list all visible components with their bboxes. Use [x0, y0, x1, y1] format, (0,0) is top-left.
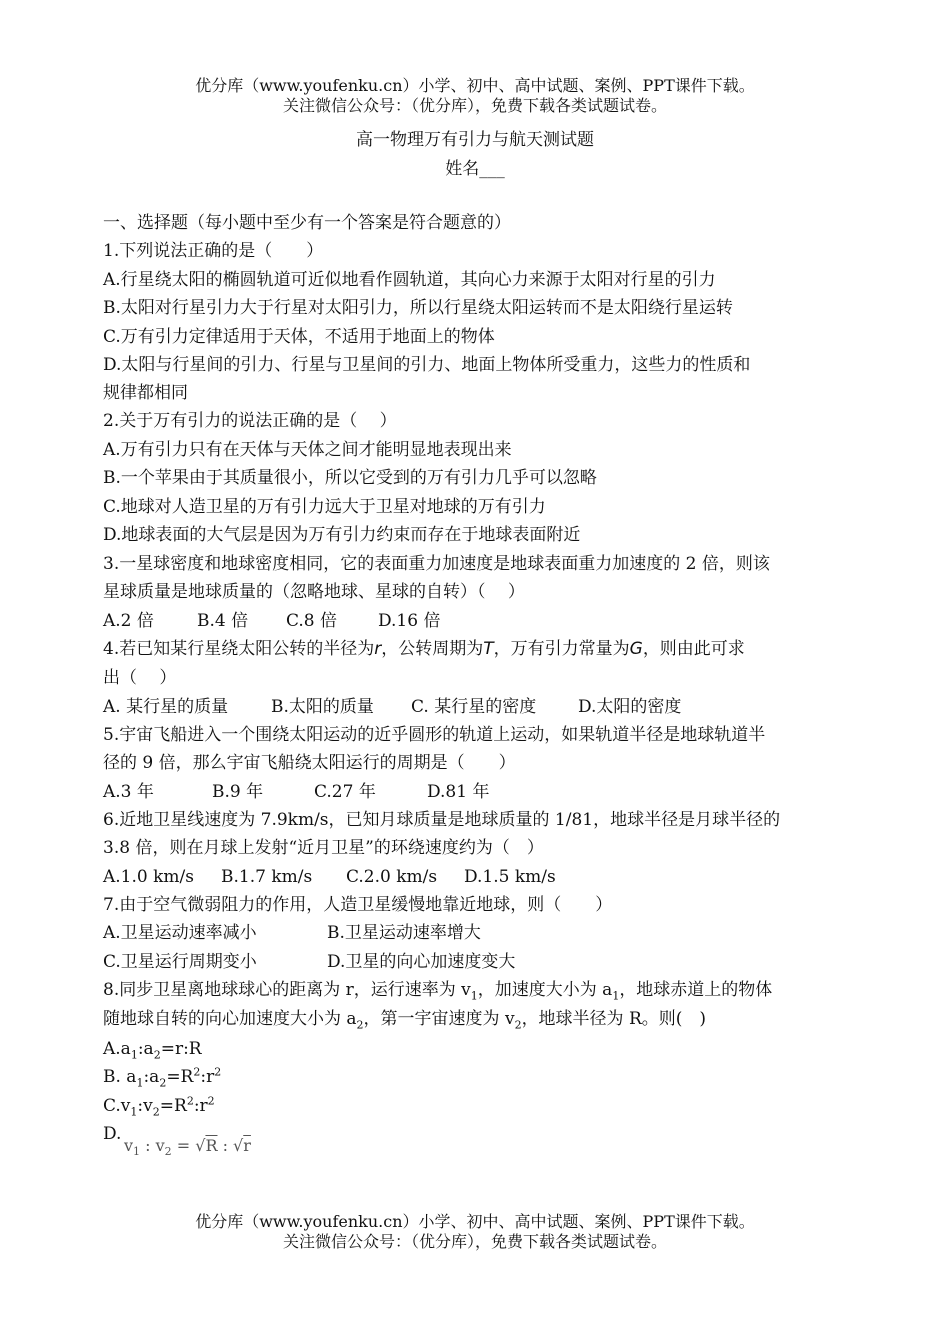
formula-sub: 2 — [164, 1145, 172, 1159]
q6-stem-line2: 3.8 倍，则在月球上发射“近月卫星”的环绕速度约为（ ） — [103, 838, 544, 858]
q2-stem: 2.关于万有引力的说法正确的是（ ） — [103, 411, 397, 431]
q4-stem-part1: 4.若已知某行星绕太阳公转的半径为 — [103, 639, 375, 659]
q5-option-c: C.27 年 — [314, 782, 376, 802]
q8-option-b — [103, 1065, 221, 1089]
footer-line-1: 优分库（www.youfenku.cn）小学、初中、高中试题、案例、PPT课件下载。 — [195, 1212, 755, 1231]
q2-option-c: C.地球对人造卫星的万有引力远大于卫星对地球的万有引力 — [103, 497, 546, 517]
q3-option-b: B.4 倍 — [197, 611, 249, 631]
q8-b-prefix: B. a — [103, 1067, 137, 1087]
q8-s2c: ，地球半径为 R。则( ) — [521, 1009, 707, 1029]
q8-stem-line1 — [103, 978, 772, 1002]
formula-sep-sqrt: : √ — [217, 1136, 244, 1155]
q8-c-prefix: C.v — [103, 1096, 131, 1116]
q4-option-d: D.太阳的密度 — [578, 697, 682, 717]
q8-s1b: ，加速度大小为 a — [477, 980, 613, 1000]
q5-option-d: D.81 年 — [427, 782, 490, 802]
q8-a-mid: :a — [137, 1039, 154, 1059]
q8-sub: 1 — [612, 989, 620, 1003]
q8-s1c: ，地球赤道上的物体 — [619, 980, 773, 1000]
q8-option-a — [103, 1037, 202, 1061]
q8-option-d-formula — [124, 1136, 251, 1159]
q1-option-d-line1: D.太阳与行星间的引力、行星与卫星间的引力、地面上物体所受重力，这些力的性质和 — [103, 355, 751, 375]
q8-sub: 1 — [130, 1105, 138, 1119]
q5-stem-line1: 5.宇宙飞船进入一个围绕太阳运动的近乎圆形的轨道上运动，如果轨道半径是地球轨道半 — [103, 725, 766, 745]
q5-stem-line2: 径的 9 倍，那么宇宙飞船绕太阳运行的周期是（ ） — [103, 753, 516, 773]
q1-option-a: A.行星绕太阳的椭圆轨道可近似地看作圆轨道，其向心力来源于太阳对行星的引力 — [103, 270, 716, 290]
q4-stem-part4: ，则由此可求 — [642, 639, 745, 659]
q6-option-b: B.1.7 km/s — [221, 867, 313, 887]
name-label: 姓名___ — [445, 159, 505, 179]
q8-sub: 1 — [136, 1076, 144, 1090]
q4-option-a: A. 某行星的质量 — [103, 697, 229, 717]
q7-option-c: C.卫星运行周期变小 — [103, 952, 257, 972]
header-line-1: 优分库（www.youfenku.cn）小学、初中、高中试题、案例、PPT课件下载。 — [195, 76, 755, 95]
q4-stem-line1 — [103, 637, 745, 661]
q8-option-d-label: D. — [103, 1124, 122, 1144]
q1-option-d-line2: 规律都相同 — [103, 383, 188, 403]
q3-stem-line2: 星球质量是地球质量的（忽略地球、星球的自转）（ ） — [103, 582, 525, 602]
q4-option-b: B.太阳的质量 — [271, 697, 374, 717]
q8-stem-line2 — [103, 1007, 706, 1031]
formula-sub: 1 — [133, 1145, 141, 1159]
q8-c-mid: :v — [137, 1096, 153, 1116]
q3-option-a: A.2 倍 — [103, 611, 154, 631]
q6-stem-line1: 6.近地卫星线速度为 7.9km/s，已知月球质量是地球质量的 1/81，地球半径是月球半径的 — [103, 810, 781, 830]
section-heading: 一、选择题（每小题中至少有一个答案是符合题意的） — [103, 213, 511, 233]
formula-r-small: r — [243, 1136, 251, 1155]
q8-sub: 2 — [356, 1018, 364, 1032]
q8-c-end: :r — [193, 1096, 208, 1116]
q4-option-c: C. 某行星的密度 — [411, 697, 537, 717]
q4-stem-part3: ，万有引力常量为 — [493, 639, 630, 659]
q7-stem: 7.由于空气微弱阻力的作用，人造卫星缓慢地靠近地球，则（ ） — [103, 895, 613, 915]
q2-option-b: B.一个苹果由于其质量很小，所以它受到的万有引力几乎可以忽略 — [103, 468, 597, 488]
q6-option-d: D.1.5 km/s — [464, 867, 556, 887]
q8-sub: 2 — [152, 1105, 160, 1119]
header-line-2: 关注微信公众号：（优分库），免费下载各类试题试卷。 — [282, 96, 667, 115]
q8-c-eq: =R — [159, 1096, 187, 1116]
q8-sub: 2 — [159, 1076, 167, 1090]
q6-option-a: A.1.0 km/s — [103, 867, 194, 887]
q1-stem: 1.下列说法正确的是（ ） — [103, 241, 324, 261]
q8-sub: 2 — [514, 1018, 522, 1032]
q8-option-c — [103, 1094, 215, 1118]
q8-b-eq: =R — [166, 1067, 194, 1087]
q7-option-a: A.卫星运动速率减小 — [103, 923, 257, 943]
q8-sub: 1 — [470, 989, 478, 1003]
q8-sup: 2 — [186, 1094, 194, 1108]
q8-sup: 2 — [214, 1065, 222, 1079]
formula-eq-sqrt: = √ — [171, 1136, 206, 1155]
q5-option-a: A.3 年 — [103, 782, 154, 802]
q8-s2a: 随地球自转的向心加速度大小为 a — [103, 1009, 357, 1029]
formula-v: v — [124, 1136, 134, 1155]
q4-var-r: r — [374, 639, 382, 659]
q7-option-d: D.卫星的向心加速度变大 — [327, 952, 516, 972]
q2-option-d: D.地球表面的大气层是因为万有引力约束而存在于地球表面附近 — [103, 525, 581, 545]
q4-var-g: G — [629, 639, 643, 659]
q5-option-b: B.9 年 — [212, 782, 264, 802]
q2-option-a: A.万有引力只有在天体与天体之间才能明显地表现出来 — [103, 440, 512, 460]
q6-option-c: C.2.0 km/s — [346, 867, 438, 887]
q4-stem-part2: ，公转周期为 — [381, 639, 484, 659]
q8-b-end: :r — [200, 1067, 215, 1087]
q8-a-prefix: A.a — [103, 1039, 131, 1059]
q8-sup: 2 — [207, 1094, 215, 1108]
q3-stem-line1: 3.一星球密度和地球密度相同，它的表面重力加速度是地球表面重力加速度的 2 倍，则该 — [103, 554, 770, 574]
q8-a-end: =r:R — [160, 1039, 202, 1059]
q8-sup: 2 — [193, 1065, 201, 1079]
q4-var-t: T — [483, 639, 494, 659]
q4-stem-line2: 出（ ） — [103, 668, 177, 688]
formula-r-big: R — [205, 1136, 218, 1155]
q7-option-b: B.卫星运动速率增大 — [327, 923, 481, 943]
q3-option-d: D.16 倍 — [378, 611, 441, 631]
q1-option-b: B.太阳对行星引力大于行星对太阳引力，所以行星绕太阳运转而不是太阳绕行星运转 — [103, 298, 733, 318]
q8-sub: 1 — [130, 1048, 138, 1062]
q8-s2b: ，第一宇宙速度为 v — [363, 1009, 515, 1029]
footer-line-2: 关注微信公众号：（优分库），免费下载各类试题试卷。 — [282, 1232, 667, 1251]
formula-colon: : v — [140, 1136, 165, 1155]
q1-option-c: C.万有引力定律适用于天体，不适用于地面上的物体 — [103, 327, 495, 347]
q3-option-c: C.8 倍 — [286, 611, 338, 631]
q8-b-mid: :a — [143, 1067, 160, 1087]
page-title: 高一物理万有引力与航天测试题 — [356, 130, 594, 150]
q8-sub: 2 — [153, 1048, 161, 1062]
q8-s1a: 8.同步卫星离地球球心的距离为 r，运行速率为 v — [103, 980, 471, 1000]
